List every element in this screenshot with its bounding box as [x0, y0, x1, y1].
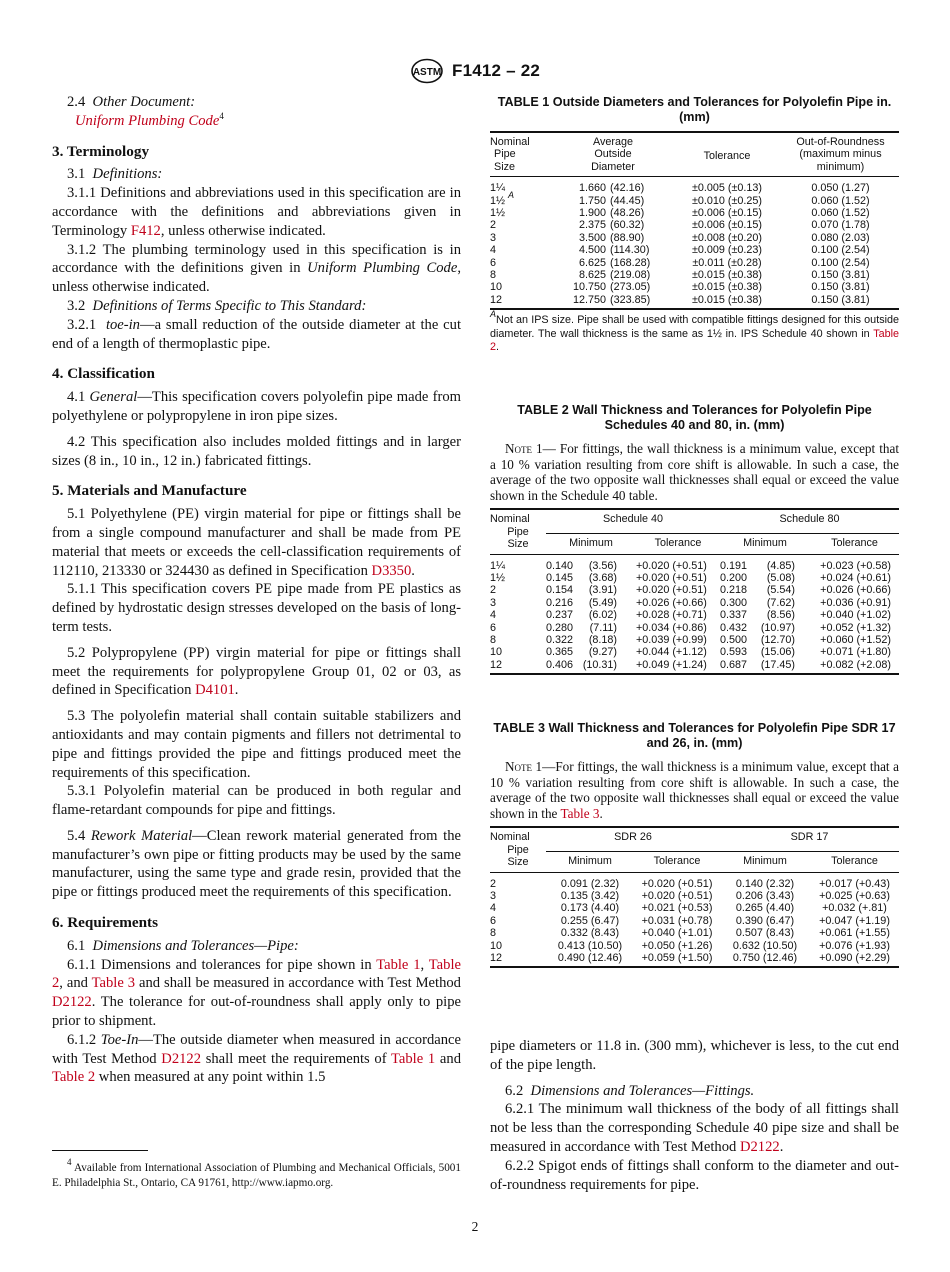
cell-sch40-tolerance: +0.034 (+0.86) — [636, 621, 707, 634]
cell-sch80-tolerance: +0.024 (+0.61) — [820, 572, 891, 584]
cell-od-mm: (44.45) — [610, 194, 645, 207]
cell-pipe-size: 10 — [490, 939, 503, 952]
cell-sch40-minimum: 0.145 (3.68) — [546, 572, 618, 584]
cell-od-mm: (273.05) — [610, 281, 651, 294]
cell-sdr17-tolerance: +0.047 (+1.19) — [819, 914, 890, 927]
cell-sch40-tolerance: +0.028 (+0.71) — [636, 609, 707, 622]
page-number: 2 — [471, 1219, 479, 1234]
cell-sch80-tolerance: +0.071 (+1.80) — [820, 646, 891, 659]
table-3-link[interactable]: Table 3 — [560, 805, 600, 821]
cell-sch40-minimum: 0.322 (8.18) — [546, 634, 618, 647]
table-row — [490, 646, 899, 658]
uniform-plumbing-code-link[interactable]: Uniform Plumbing Code — [75, 112, 220, 129]
cell-sdr17-minimum: 0.265 (4.40) — [735, 902, 795, 915]
cell-pipe-size: 12 — [490, 293, 503, 306]
cell-pipe-size: 4 — [490, 902, 497, 915]
footnote-ref-4[interactable]: 4 — [219, 110, 224, 121]
cell-pipe-size: 2 — [490, 877, 497, 890]
section-6-2-1: 6.2.1 The minimum wall thickness of the body of all fittings shall not be less than the corresponding Schedule 40 pipe size and shall be measured in accordance with Test Method D2122. — [490, 1101, 899, 1155]
cell-od-in: 12.750 — [572, 293, 606, 306]
cell-pipe-size: 12 — [490, 658, 503, 671]
cell-tolerance: ±0.006 (±0.15) — [691, 207, 763, 220]
table-3-block — [490, 721, 899, 968]
table-row — [490, 554, 899, 572]
header-tolerance: Tolerance — [810, 533, 899, 554]
cell-pipe-size: 3 — [490, 596, 497, 609]
header-tolerance: Tolerance — [810, 851, 899, 872]
header-tolerance: Tolerance — [634, 851, 720, 872]
cell-pipe-size: 4 — [490, 609, 497, 622]
left-column — [52, 93, 461, 1087]
cell-pipe-size: 2 — [490, 219, 497, 232]
section-6-heading: 6. Requirements — [52, 914, 159, 932]
d2122-link[interactable]: D2122 — [161, 1050, 202, 1067]
cell-sdr17-minimum: 0.507 (8.43) — [735, 927, 795, 940]
header-minimum: Minimum — [546, 851, 634, 872]
cell-sdr26-tolerance: +0.040 (+1.01) — [641, 927, 713, 940]
cell-sch40-minimum: 0.406 (10.31) — [546, 658, 618, 671]
svg-text:ASTM: ASTM — [412, 67, 442, 78]
table-row — [490, 890, 899, 902]
table-2 — [490, 508, 899, 675]
cell-out-of-roundness: 0.150 (3.81) — [811, 281, 870, 294]
cell-sdr17-tolerance: +0.017 (+0.43) — [819, 877, 890, 890]
table-2-block — [490, 403, 899, 675]
section-5-2: 5.2 Polypropylene (PP) virgin material for pipe or fittings shall meet the requirements for polypropylene Group 01, 02 or 03, as defined in Specification D4101. — [52, 644, 461, 699]
section-4-heading: 4. Classification — [52, 365, 155, 383]
table-row — [490, 177, 899, 195]
cell-sdr26-minimum: 0.255 (6.47) — [560, 914, 620, 927]
table-row — [490, 232, 899, 244]
cell-tolerance: ±0.015 (±0.38) — [691, 281, 763, 294]
cell-sch80-minimum: 0.500 (12.70) — [720, 634, 796, 647]
cell-sdr17-minimum: 0.140 (2.32) — [735, 877, 795, 890]
table-2-title: TABLE 2 Wall Thickness and Tolerances for Polyolefin Pipe Schedules 40 and 80, in. (mm) — [517, 403, 872, 432]
cell-tolerance: ±0.011 (±0.28) — [692, 256, 762, 269]
cell-pipe-size: 1¼ — [490, 182, 506, 195]
cell-od-mm: (88.90) — [610, 231, 645, 244]
table-row — [490, 281, 899, 293]
footnote-ref-a[interactable]: A — [508, 189, 515, 200]
cell-tolerance: ±0.015 (±0.38) — [691, 269, 763, 282]
cell-sch40-tolerance: +0.044 (+1.12) — [636, 646, 707, 659]
cell-sdr17-tolerance: +0.076 (+1.93) — [819, 939, 890, 952]
header-sdr-17: SDR 17 — [720, 827, 899, 851]
cell-sch80-minimum: 0.687 (17.45) — [720, 658, 796, 671]
cell-sch80-tolerance: +0.023 (+0.58) — [820, 559, 891, 572]
cell-sch40-minimum: 0.365 (9.27) — [546, 646, 618, 659]
cell-sdr17-minimum: 0.632 (10.50) — [732, 939, 798, 952]
cell-sdr17-tolerance: +0.090 (+2.29) — [819, 952, 890, 965]
table-row — [490, 659, 899, 674]
section-6-1: 6.1 Dimensions and Tolerances—Pipe: — [67, 937, 299, 954]
table-1-link[interactable]: Table 1 — [391, 1050, 436, 1067]
cell-sdr26-tolerance: +0.020 (+0.51) — [641, 877, 713, 890]
cell-tolerance: ±0.010 (±0.25) — [691, 194, 763, 207]
cell-sch40-tolerance: +0.039 (+0.99) — [636, 634, 707, 647]
cell-out-of-roundness: 0.150 (3.81) — [811, 269, 870, 282]
d2122-link[interactable]: D2122 — [52, 994, 92, 1011]
header-nominal-pipe-size: Nominal Pipe Size — [490, 132, 554, 177]
cell-pipe-size: 10 — [490, 281, 503, 294]
cell-tolerance: ±0.009 (±0.23) — [691, 244, 763, 257]
cell-sch40-tolerance: +0.049 (+1.24) — [636, 658, 707, 671]
header-schedule-40: Schedule 40 — [546, 509, 720, 533]
d3350-link[interactable]: D3350 — [371, 562, 412, 579]
cell-sdr26-minimum: 0.332 (8.43) — [560, 927, 620, 940]
f412-link[interactable]: F412 — [130, 222, 161, 239]
section-6-1-1: 6.1.1 Dimensions and tolerances for pipe shown in Table 1, Table 2, and Table 3 and shall be measured in accordance with Test Method D2122. The tolerance for out-of-roundness shall apply only to pipe prior to shipment. — [52, 956, 461, 1030]
header-minimum: Minimum — [546, 533, 636, 554]
cell-sdr17-minimum: 0.206 (3.43) — [735, 890, 795, 902]
table-row — [490, 269, 899, 281]
cell-pipe-size: 3 — [490, 231, 497, 244]
cell-sch80-tolerance: +0.082 (+2.08) — [820, 658, 891, 671]
cell-out-of-roundness: 0.060 (1.52) — [811, 207, 870, 220]
header-out-of-roundness: Out-of-Roundness (maximum minus minimum) — [782, 132, 899, 177]
cell-out-of-roundness: 0.150 (3.81) — [811, 293, 870, 306]
d2122-link[interactable]: D2122 — [739, 1138, 780, 1155]
section-6-2: 6.2 Dimensions and Tolerances—Fittings. — [505, 1082, 755, 1099]
cell-pipe-size: 2 — [490, 584, 497, 597]
cell-pipe-size: 6 — [490, 914, 497, 927]
cell-sch40-minimum: 0.216 (5.49) — [546, 596, 618, 609]
table-row — [490, 597, 899, 609]
cell-od-mm: (60.32) — [610, 219, 645, 232]
cell-sch80-minimum: 0.300 (7.62) — [720, 596, 796, 609]
cell-tolerance: ±0.006 (±0.15) — [691, 219, 763, 232]
cell-sdr26-minimum: 0.490 (12.46) — [557, 952, 623, 965]
table-1 — [490, 131, 899, 310]
astm-logo-icon — [410, 58, 444, 84]
section-2-4: 2.4 Other Document: — [67, 94, 196, 110]
cell-pipe-size: 10 — [490, 646, 503, 659]
cell-sdr17-tolerance: +0.025 (+0.63) — [819, 890, 890, 902]
cell-sch80-minimum: 0.432 (10.97) — [720, 621, 796, 634]
table-row — [490, 584, 899, 596]
cell-od-in: 1.900 — [578, 207, 606, 220]
header-tolerance: Tolerance — [636, 533, 720, 554]
section-5-3: 5.3 The polyolefin material shall contain suitable stabilizers and antioxidants and may contain pigments and fillers not detrimental to pipe and fittings provided the pipe and fittings produced meet the requirements of this specification. — [52, 708, 461, 781]
cell-sch80-minimum: 0.337 (8.56) — [720, 609, 796, 622]
table-row — [490, 927, 899, 939]
section-3-1-1: 3.1.1 Definitions and abbreviations used in this specification are in accordance with the definitions and abbreviations given in Terminology F412, unless otherwise indicated. — [52, 185, 461, 239]
cell-sdr26-minimum: 0.413 (10.50) — [557, 939, 623, 952]
cell-od-mm: (48.26) — [610, 207, 645, 220]
table-1-block — [490, 95, 899, 355]
cell-sdr26-minimum: 0.091 (2.32) — [560, 877, 620, 890]
cell-pipe-size: 1½ $^A$ — [490, 189, 515, 207]
cell-sdr17-minimum: 0.750 (12.46) — [732, 952, 798, 965]
cell-od-mm: (114.30) — [610, 244, 650, 257]
table-row — [490, 902, 899, 914]
cell-sch80-tolerance: +0.026 (+0.66) — [820, 584, 891, 597]
cell-pipe-size: 4 — [490, 244, 497, 257]
cell-sch80-minimum: 0.191 (4.85) — [720, 559, 796, 572]
page-header — [0, 58, 950, 89]
table-row — [490, 219, 899, 231]
cell-sch40-minimum: 0.280 (7.11) — [546, 621, 618, 634]
document-id: F1412 – 22 — [451, 61, 540, 80]
cell-sdr17-minimum: 0.390 (6.47) — [735, 914, 795, 927]
table-row — [490, 244, 899, 256]
table-row — [490, 207, 899, 219]
table-row — [490, 294, 899, 309]
table-3-title: TABLE 3 Wall Thickness and Tolerances for Polyolefin Pipe SDR 17 and 26, in. (mm) — [493, 721, 896, 750]
table-1-link[interactable]: Table 1 — [376, 956, 421, 973]
table-row — [490, 257, 899, 269]
cell-pipe-size: 8 — [490, 269, 497, 282]
section-6-1-2: 6.1.2 Toe-In—The outside diameter when measured in accordance with Test Method D2122 shall meet the requirements of Table 1 and Table 2 when measured at any point within 1.5 — [52, 1031, 461, 1086]
cell-sch80-tolerance: +0.060 (+1.52) — [820, 634, 891, 647]
header-tolerance: Tolerance — [672, 132, 782, 177]
section-5-3-1: 5.3.1 Polyolefin material can be produced in both regular and flame-retardant compounds for pipe and fittings. — [52, 783, 461, 819]
cell-od-in: 1.750 — [578, 194, 606, 207]
cell-sch40-minimum: 0.140 (3.56) — [546, 559, 618, 572]
section-4-1: 4.1 General—This specification covers polyolefin pipe made from polyethylene or polypropylene in iron pipe sizes. — [52, 389, 461, 424]
cell-pipe-size: 3 — [490, 890, 497, 902]
header-nominal-pipe-size: Nominal Pipe Size — [490, 827, 546, 872]
cell-sch40-minimum: 0.237 (6.02) — [546, 609, 618, 622]
section-6-1-2-continued: pipe diameters or 11.8 in. (300 mm), whichever is less, to the cut end of the pipe length. — [490, 1038, 899, 1073]
table-row — [490, 915, 899, 927]
cell-out-of-roundness: 0.100 (2.54) — [811, 244, 870, 257]
table-row — [490, 872, 899, 890]
cell-pipe-size: 1½ — [490, 572, 506, 584]
section-5-1-1: 5.1.1 This specification covers PE pipe made from PE plastics as defined by hydrostatic design stresses developed on the basis of long-term tests. — [52, 581, 461, 635]
cell-sdr26-tolerance: +0.050 (+1.26) — [641, 939, 713, 952]
section-3-heading: 3. Terminology — [52, 142, 150, 160]
cell-od-in: 3.500 — [578, 231, 606, 244]
section-4-2: 4.2 This specification also includes molded fittings and in larger sizes (8 in., 10 in., 12 in.) fabricated fittings. — [52, 433, 461, 469]
table-3 — [490, 826, 899, 968]
section-6-2-2: 6.2.2 Spigot ends of fittings shall conform to the diameter and out-of-roundness requirements for pipe. — [490, 1157, 899, 1193]
section-3-2: 3.2 Definitions of Terms Specific to This Standard: — [67, 297, 367, 314]
cell-sch40-tolerance: +0.026 (+0.66) — [636, 596, 707, 609]
cell-out-of-roundness: 0.080 (2.03) — [811, 231, 870, 244]
cell-sch80-minimum: 0.593 (15.06) — [720, 646, 796, 659]
table-2-link[interactable]: Table 2 — [52, 956, 461, 992]
cell-od-mm: (323.85) — [610, 293, 651, 306]
cell-od-mm: (168.28) — [610, 256, 651, 269]
cell-od-mm: (42.16) — [610, 182, 645, 195]
cell-tolerance: ±0.008 (±0.20) — [691, 231, 763, 244]
section-5-1: 5.1 Polyethylene (PE) virgin material for pipe or fittings shall be from a single compound manufacturer and shall be made from PE material that meets or exceeds the cell-classification requirements of 112110, 213330 or 324430 as defined in Specification D3350. — [52, 506, 461, 579]
cell-sdr26-tolerance: +0.031 (+0.78) — [641, 914, 713, 927]
cell-out-of-roundness: 0.050 (1.27) — [811, 182, 870, 195]
cell-sch80-tolerance: +0.036 (+0.91) — [820, 596, 891, 609]
table-3-link[interactable]: Table 3 — [91, 975, 136, 992]
table-row — [490, 195, 899, 207]
cell-od-in: 8.625 — [578, 269, 606, 282]
cell-pipe-size: 12 — [490, 952, 503, 965]
cell-od-in: 1.660 — [578, 182, 606, 195]
cell-pipe-size: 8 — [490, 634, 497, 647]
header-minimum: Minimum — [720, 533, 810, 554]
table-row — [490, 609, 899, 621]
table-1-footnote: $^A$Not an IPS size. Pipe shall be used with compatible fittings designed for this outside diameter. The wall thickness is the same as 1½ in. IPS Schedule 40 shown in Table 2. — [490, 309, 899, 354]
cell-od-in: 10.750 — [572, 281, 606, 294]
table-2-note: Note 1— For fittings, the wall thickness is a minimum value, except that a 10 % variation resulting from core shift is allowable. In such a case, the average of the two opposite wall thicknesses shall equal or exceed the value shown in the Schedule 40 table. — [490, 441, 899, 503]
table-row — [490, 634, 899, 646]
right-column-text — [490, 1037, 899, 1194]
cell-sch80-minimum: 0.218 (5.54) — [720, 584, 796, 597]
cell-sch40-tolerance: +0.020 (+0.51) — [636, 584, 707, 597]
cell-tolerance: ±0.015 (±0.38) — [691, 293, 763, 306]
section-5-heading: 5. Materials and Manufacture — [52, 482, 247, 500]
cell-sdr26-tolerance: +0.059 (+1.50) — [641, 952, 713, 965]
section-3-1: 3.1 Definitions: — [67, 166, 163, 183]
header-sdr-26: SDR 26 — [546, 827, 720, 851]
table-row — [490, 952, 899, 967]
cell-pipe-size: 1¼ — [490, 559, 506, 572]
header-minimum: Minimum — [720, 851, 810, 872]
table-row — [490, 940, 899, 952]
cell-od-mm: (219.08) — [610, 269, 651, 282]
table-1-title: TABLE 1 Outside Diameters and Tolerances for Polyolefin Pipe in. (mm) — [497, 95, 892, 124]
d4101-link[interactable]: D4101 — [195, 682, 235, 699]
cell-sdr17-tolerance: +0.032 (+.81) — [822, 902, 887, 915]
cell-sdr26-minimum: 0.173 (4.40) — [560, 902, 620, 915]
cell-sch80-minimum: 0.200 (5.08) — [720, 572, 796, 584]
cell-od-in: 4.500 — [578, 244, 606, 257]
cell-sdr26-tolerance: +0.020 (+0.51) — [641, 890, 713, 902]
cell-out-of-roundness: 0.070 (1.78) — [811, 219, 870, 232]
table-2-link[interactable]: Table 2 — [490, 327, 899, 354]
section-3-1-2: 3.1.2 The plumbing terminology used in this specification is in accordance with the definitions given in Uniform Plumbing Code, unless otherwise indicated. — [52, 241, 461, 296]
table-row — [490, 572, 899, 584]
cell-pipe-size: 1½ — [490, 207, 506, 220]
cell-sch80-tolerance: +0.052 (+1.32) — [820, 621, 891, 634]
cell-pipe-size: 6 — [490, 256, 497, 269]
cell-sch40-minimum: 0.154 (3.91) — [546, 584, 618, 597]
cell-tolerance: ±0.005 (±0.13) — [691, 182, 763, 195]
header-average-outside-diameter: Average Outside Diameter — [554, 132, 672, 177]
cell-out-of-roundness: 0.060 (1.52) — [811, 194, 870, 207]
cell-od-in: 2.375 — [578, 219, 606, 232]
cell-pipe-size: 6 — [490, 621, 497, 634]
cell-sdr26-tolerance: +0.021 (+0.53) — [641, 902, 713, 915]
cell-sch40-tolerance: +0.020 (+0.51) — [636, 559, 707, 572]
header-nominal-pipe-size: Nominal Pipe Size — [490, 509, 546, 554]
header-schedule-80: Schedule 80 — [720, 509, 899, 533]
cell-sdr17-tolerance: +0.061 (+1.55) — [819, 927, 890, 940]
cell-out-of-roundness: 0.100 (2.54) — [811, 256, 870, 269]
cell-sdr26-minimum: 0.135 (3.42) — [560, 890, 620, 902]
section-3-2-1: 3.2.1 toe-in—a small reduction of the outside diameter at the cut end of a length of thermoplastic pipe. — [52, 316, 461, 352]
table-3-note: Note 1—For fittings, the wall thickness is a minimum value, except that a 10 % variation resulting from core shift is allowable. In such a case, the average of the two opposite wall thicknesses shall equal or exceed the value shown in the Table 3. — [490, 759, 899, 821]
table-2-link[interactable]: Table 2 — [52, 1069, 96, 1086]
cell-sch40-tolerance: +0.020 (+0.51) — [636, 572, 707, 584]
uniform-plumbing-code-ref — [52, 112, 461, 131]
cell-pipe-size: 8 — [490, 927, 497, 940]
footnote-divider — [52, 1150, 148, 1151]
section-5-4: 5.4 Rework Material—Clean rework material generated from the manufacturer’s own pipe or fitting products may be used by the same manufacturer, using the same type and grade resin, provided that the pipe or fittings produced meet the requirements of this specification. — [52, 827, 461, 901]
table-row — [490, 622, 899, 634]
cell-od-in: 6.625 — [578, 256, 606, 269]
cell-sch80-tolerance: +0.040 (+1.02) — [820, 609, 891, 622]
footnote-4: $^4$ Available from International Association of Plumbing and Mechanical Officials, 5001 E. Philadelphia St., Ontario, CA 91761, http://www.iapmo.org. — [52, 1157, 461, 1189]
